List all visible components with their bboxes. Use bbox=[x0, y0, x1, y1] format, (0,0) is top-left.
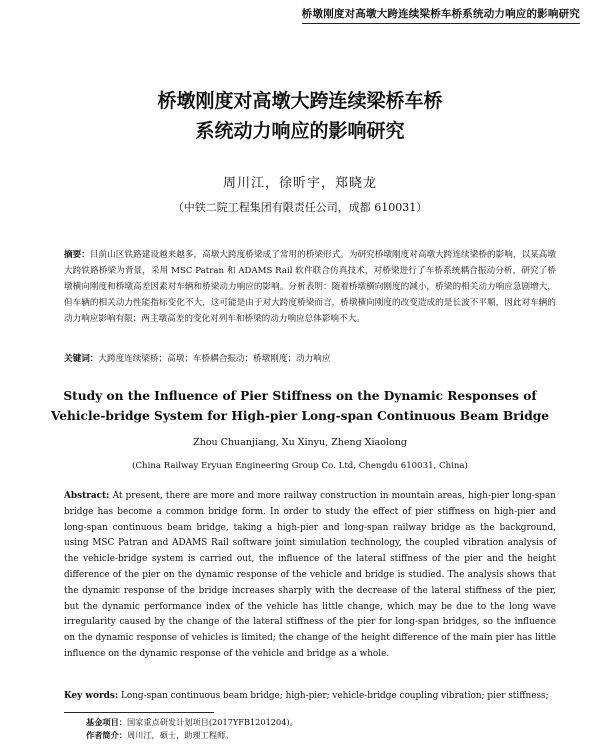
english-title-line2: Vehicle-bridge System for High-pier Long-span Continuous Beam Bridge bbox=[50, 409, 550, 423]
footnote-divider bbox=[64, 712, 214, 713]
english-title-line1: Study on the Influence of Pier Stiffness on the Dynamic Responses of bbox=[63, 389, 537, 403]
chinese-title-line1: 桥墩刚度对高墩大跨连续梁桥车桥 bbox=[157, 90, 443, 112]
chinese-keywords bbox=[64, 351, 556, 367]
chinese-keywords-label: 关键词： bbox=[64, 354, 99, 364]
english-affiliation: (China Railway Eryuan Engineering Group Co. Ltd, Chengdu 610031, China) bbox=[132, 461, 468, 471]
running-header: 桥墩刚度对高墩大跨连续梁桥车桥系统动力响应的影响研究 bbox=[302, 6, 580, 24]
fund-note bbox=[86, 716, 298, 729]
english-abstract-text: At present, there are more and more railway construction in mountain areas, high-pier long-span bridge has become a common bridge form. In order to study the effect of pier stiffness on high-pier and long-span continuous beam bridge, taking a high-pier and long-span railway bridge as the background, using MSC Patran and ADAMS Rail software joint simulation technology, the coupled vibration analysis of the vehicle-bridge system is carried out, the influence of the lateral stiffness of the pier and the height difference of the pier on the dynamic response of the vehicle and bridge is studied. The analysis shows that the dynamic response of the bridge increases sharply with the decrease of the lateral stiffness of the pier, but the dynamic performance index of the vehicle has little change, which may be due to the long wave irregularity caused by the change of the lateral stiffness of the pier for long-span bridges, so the influence on the dynamic response of vehicles is limited; the change of the height difference of the main pier has little influence on the dynamic response of the vehicle and bridge as a whole. bbox=[64, 491, 556, 659]
chinese-authors: 周川江，徐昕宇，郑晓龙 bbox=[222, 176, 377, 191]
chinese-keywords-text: 大跨度连续梁桥；高墩；车桥耦合振动；桥墩刚度；动力响应 bbox=[98, 354, 331, 364]
english-abstract bbox=[64, 489, 556, 663]
english-abstract-label: Abstract: bbox=[64, 491, 110, 501]
chinese-title-line2: 系统动力响应的影响研究 bbox=[195, 120, 405, 142]
fund-note-text: 国家重点研发计划项目(2017YFB1201204)。 bbox=[126, 717, 298, 727]
english-keywords-text: Long-span continuous beam bridge; high-pier; vehicle-bridge coupling vibration; pier stiffness; bbox=[120, 691, 549, 701]
footnotes bbox=[86, 716, 298, 742]
author-note-text: 周川江，硕士，助理工程师。 bbox=[126, 730, 234, 740]
chinese-abstract-text: 目前山区铁路建设越来越多，高墩大跨度桥梁成了常用的桥梁形式。为研究桥墩刚度对高墩大跨连续梁桥的影响，以某高墩大跨铁路桥梁为背景，采用 MSC Patran 和 ADAMS Rail 软件联合仿真技术，对桥梁进行了车桥系统耦合振动分析，研究了桥墩横向刚度和桥墩高差因素对车辆和桥梁动力响应的影响。分析表明：随着桥墩横向刚度的减小，桥梁的相关动力响应急剧增大，但车辆的相关动力性能指标变化不大，这可能是由于对大跨度桥梁而言，桥墩横向刚度的改变造成的是长波不平顺，因此对车辆的动力响应影响有限；两主墩高差的变化对列车和桥梁的动力响应总体影响不大。 bbox=[64, 250, 556, 324]
english-authors: Zhou Chuanjiang, Xu Xinyu, Zheng Xiaolong bbox=[193, 437, 407, 448]
english-keywords bbox=[64, 689, 556, 703]
chinese-abstract-label: 摘要： bbox=[64, 250, 90, 260]
author-note-label: 作者简介： bbox=[86, 730, 127, 740]
english-title bbox=[0, 386, 600, 426]
chinese-abstract bbox=[64, 247, 556, 327]
chinese-affiliation: （中铁二院工程集团有限责任公司，成都 610031） bbox=[172, 201, 428, 214]
english-keywords-label: Key words: bbox=[64, 691, 119, 701]
author-note bbox=[86, 729, 298, 742]
chinese-title bbox=[0, 86, 600, 146]
fund-note-label: 基金项目： bbox=[86, 717, 127, 727]
